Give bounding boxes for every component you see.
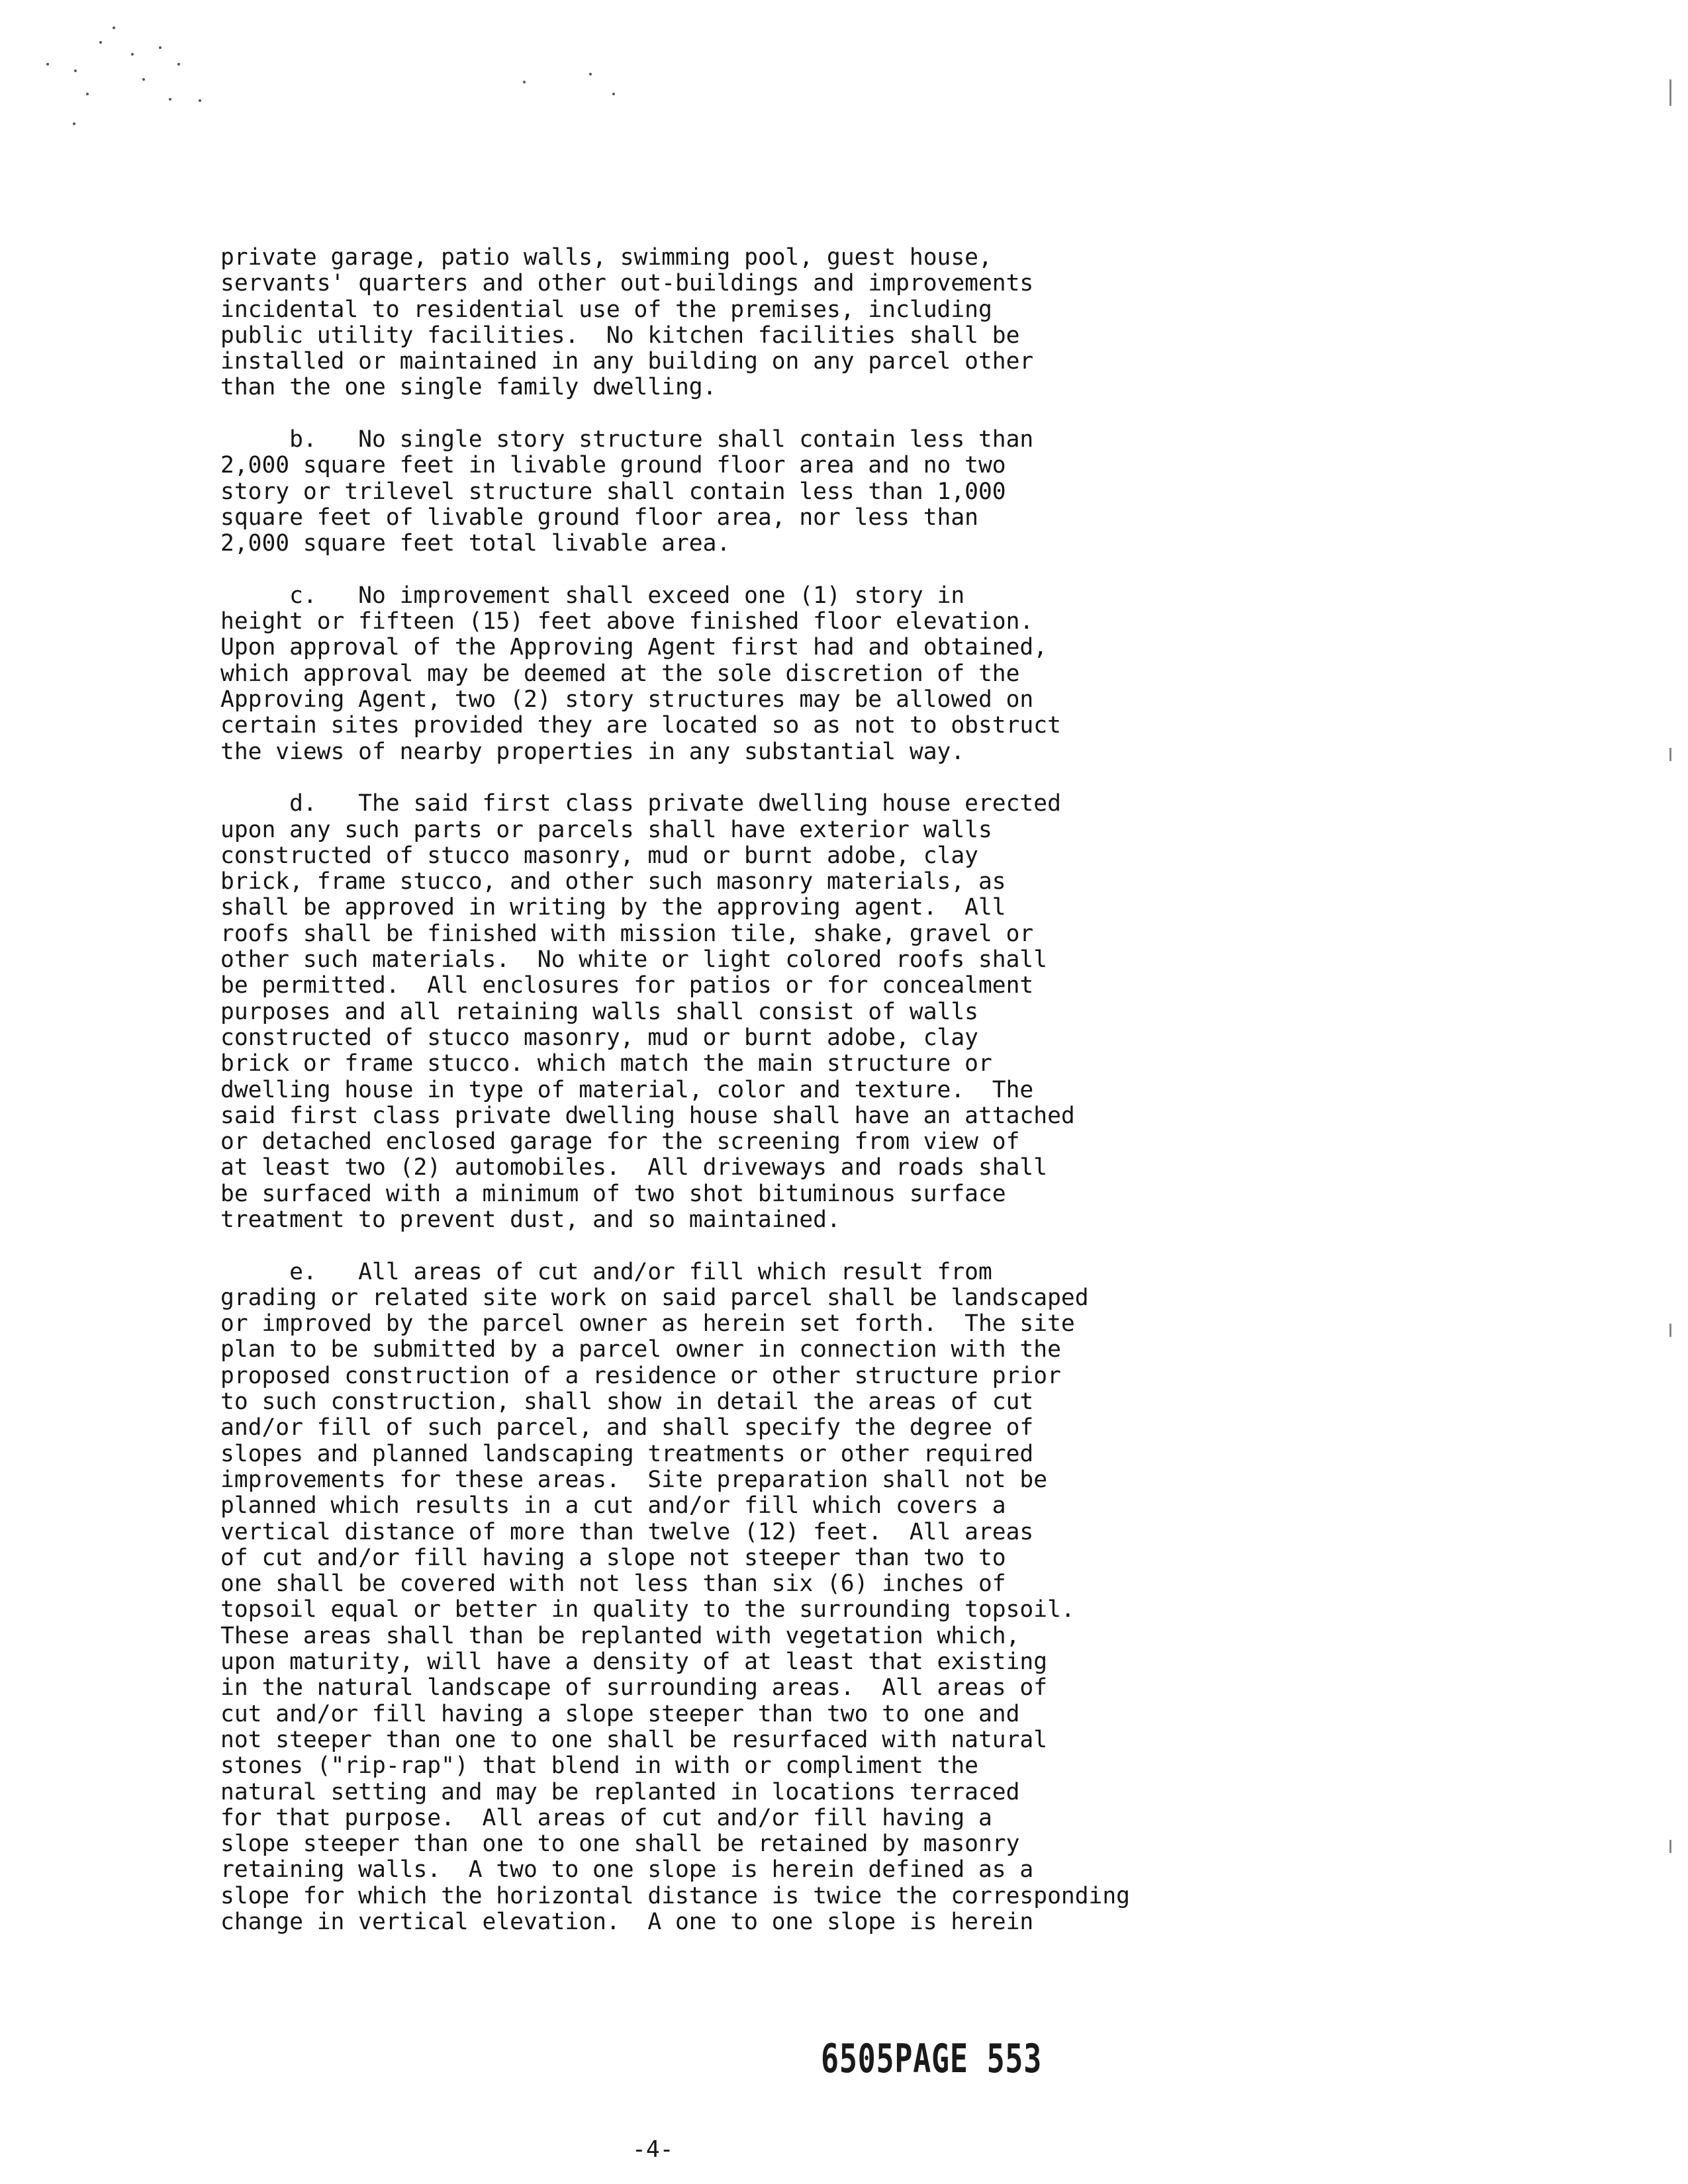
text-line: brick or frame stucco. which match the main structure or	[220, 1050, 992, 1077]
text-line: the views of nearby properties in any substantial way.	[220, 738, 965, 765]
text-line: or detached enclosed garage for the screening from view of	[220, 1128, 1020, 1156]
text-line: other such materials. No white or light colored roofs shall	[220, 946, 1048, 974]
text-line: brick, frame stucco, and other such masonry materials, as	[220, 868, 1006, 895]
edge-mark	[1669, 748, 1671, 761]
text-line: incidental to residential use of the premises, including	[220, 296, 992, 323]
text-line: improvements for these areas. Site preparation shall not be	[220, 1466, 1048, 1493]
text-line: topsoil equal or better in quality to the surrounding topsoil.	[220, 1596, 1075, 1623]
text-line: treatment to prevent dust, and so maintained.	[220, 1206, 841, 1233]
page-number: -4-	[632, 2136, 674, 2163]
text-line: Upon approval of the Approving Agent first had and obtained,	[220, 634, 1048, 661]
text-line: to such construction, shall show in detail the areas of cut	[220, 1388, 1034, 1416]
text-line: than the one single family dwelling.	[220, 374, 717, 401]
text-line: not steeper than one to one shall be resurfaced with natural	[220, 1726, 1048, 1753]
text-line: and/or fill of such parcel, and shall specify the degree of	[220, 1414, 1034, 1441]
text-line: private garage, patio walls, swimming pool, guest house,	[220, 244, 992, 271]
text-line: slopes and planned landscaping treatments or other required	[220, 1440, 1034, 1467]
text-line: be permitted. All enclosures for patios or for concealment	[220, 972, 1034, 999]
text-line: in the natural landscape of surrounding areas. All areas of	[220, 1674, 1048, 1702]
text-line: or improved by the parcel owner as herein set forth. The site	[220, 1310, 1075, 1338]
text-line: change in vertical elevation. A one to one slope is herein	[220, 1909, 1034, 1935]
text-line: constructed of stucco masonry, mud or burnt adobe, clay	[220, 842, 978, 869]
text-line: retaining walls. A two to one slope is herein defined as a	[220, 1856, 1034, 1884]
paragraph-e	[220, 1259, 1478, 1936]
text-line: shall be approved in writing by the approving agent. All	[220, 894, 1006, 921]
edge-mark	[1669, 79, 1671, 106]
paragraph-gap	[220, 557, 1478, 583]
text-line: servants' quarters and other out-buildings and improvements	[220, 270, 1034, 297]
paragraph-b	[220, 427, 1478, 557]
text-line: proposed construction of a residence or other structure prior	[220, 1362, 1061, 1389]
text-line: public utility facilities. No kitchen facilities shall be	[220, 322, 1020, 349]
text-line: d. The said first class private dwelling house erected	[220, 790, 1061, 817]
text-line: certain sites provided they are located so as not to obstruct	[220, 712, 1061, 739]
text-line: which approval may be deemed at the sole discretion of the	[220, 660, 1020, 687]
text-line: 2,000 square feet in livable ground floor area and no two	[220, 452, 1006, 479]
paragraph-gap	[220, 765, 1478, 791]
text-line: upon any such parts or parcels shall have exterior walls	[220, 816, 992, 843]
paragraph-list	[220, 245, 1478, 1935]
text-line: of cut and/or fill having a slope not steeper than two to	[220, 1544, 1006, 1571]
text-line: cut and/or fill having a slope steeper than two to one and	[220, 1700, 1020, 1727]
text-line: Approving Agent, two (2) story structures may be allowed on	[220, 686, 1034, 713]
paragraph-gap	[220, 1233, 1478, 1259]
text-line: slope steeper than one to one shall be retained by masonry	[220, 1831, 1020, 1858]
text-line: dwelling house in type of material, color and texture. The	[220, 1076, 1034, 1103]
text-line: slope for which the horizontal distance is twice the corresponding	[220, 1882, 1130, 1909]
text-line: plan to be submitted by a parcel owner in connection with the	[220, 1336, 1061, 1363]
text-line: one shall be covered with not less than six (6) inches of	[220, 1570, 1006, 1598]
text-line: for that purpose. All areas of cut and/or fill having a	[220, 1804, 992, 1831]
text-line: story or trilevel structure shall contain less than 1,000	[220, 478, 1006, 505]
book-page-reference: 6505PAGE 553	[821, 2036, 1043, 2082]
paragraph-c	[220, 583, 1478, 765]
paragraph-gap	[220, 401, 1478, 427]
text-line: grading or related site work on said parcel shall be landscaped	[220, 1284, 1089, 1311]
text-line: planned which results in a cut and/or fill which covers a	[220, 1492, 1006, 1520]
text-line: natural setting and may be replanted in locations terraced	[220, 1778, 1020, 1805]
text-line: at least two (2) automobiles. All driveways and roads shall	[220, 1154, 1048, 1181]
text-line: upon maturity, will have a density of at least that existing	[220, 1649, 1048, 1676]
text-line: be surfaced with a minimum of two shot bituminous surface	[220, 1180, 1006, 1207]
text-line: roofs shall be finished with mission tile, shake, gravel or	[220, 920, 1034, 947]
document-body	[220, 245, 1478, 1935]
text-line: height or fifteen (15) feet above finished floor elevation.	[220, 608, 1034, 635]
text-line: b. No single story structure shall contain less than	[220, 426, 1034, 453]
text-line: constructed of stucco masonry, mud or burnt adobe, clay	[220, 1024, 978, 1051]
text-line: installed or maintained in any building on any parcel other	[220, 348, 1034, 375]
text-line: e. All areas of cut and/or fill which result from	[220, 1258, 992, 1285]
paragraph-a-cont	[220, 245, 1478, 401]
text-line: square feet of livable ground floor area, nor less than	[220, 504, 978, 531]
text-line: vertical distance of more than twelve (12) feet. All areas	[220, 1518, 1034, 1545]
edge-mark	[1669, 1840, 1671, 1853]
edge-mark	[1669, 1324, 1671, 1337]
text-line: These areas shall than be replanted with vegetation which,	[220, 1622, 1020, 1649]
text-line: stones ("rip-rap") that blend in with or compliment the	[220, 1752, 978, 1780]
text-line: 2,000 square feet total livable area.	[220, 530, 731, 557]
paragraph-d	[220, 791, 1478, 1233]
text-line: said first class private dwelling house shall have an attached	[220, 1102, 1075, 1129]
text-line: c. No improvement shall exceed one (1) story in	[220, 582, 965, 609]
text-line: purposes and all retaining walls shall consist of walls	[220, 998, 978, 1025]
